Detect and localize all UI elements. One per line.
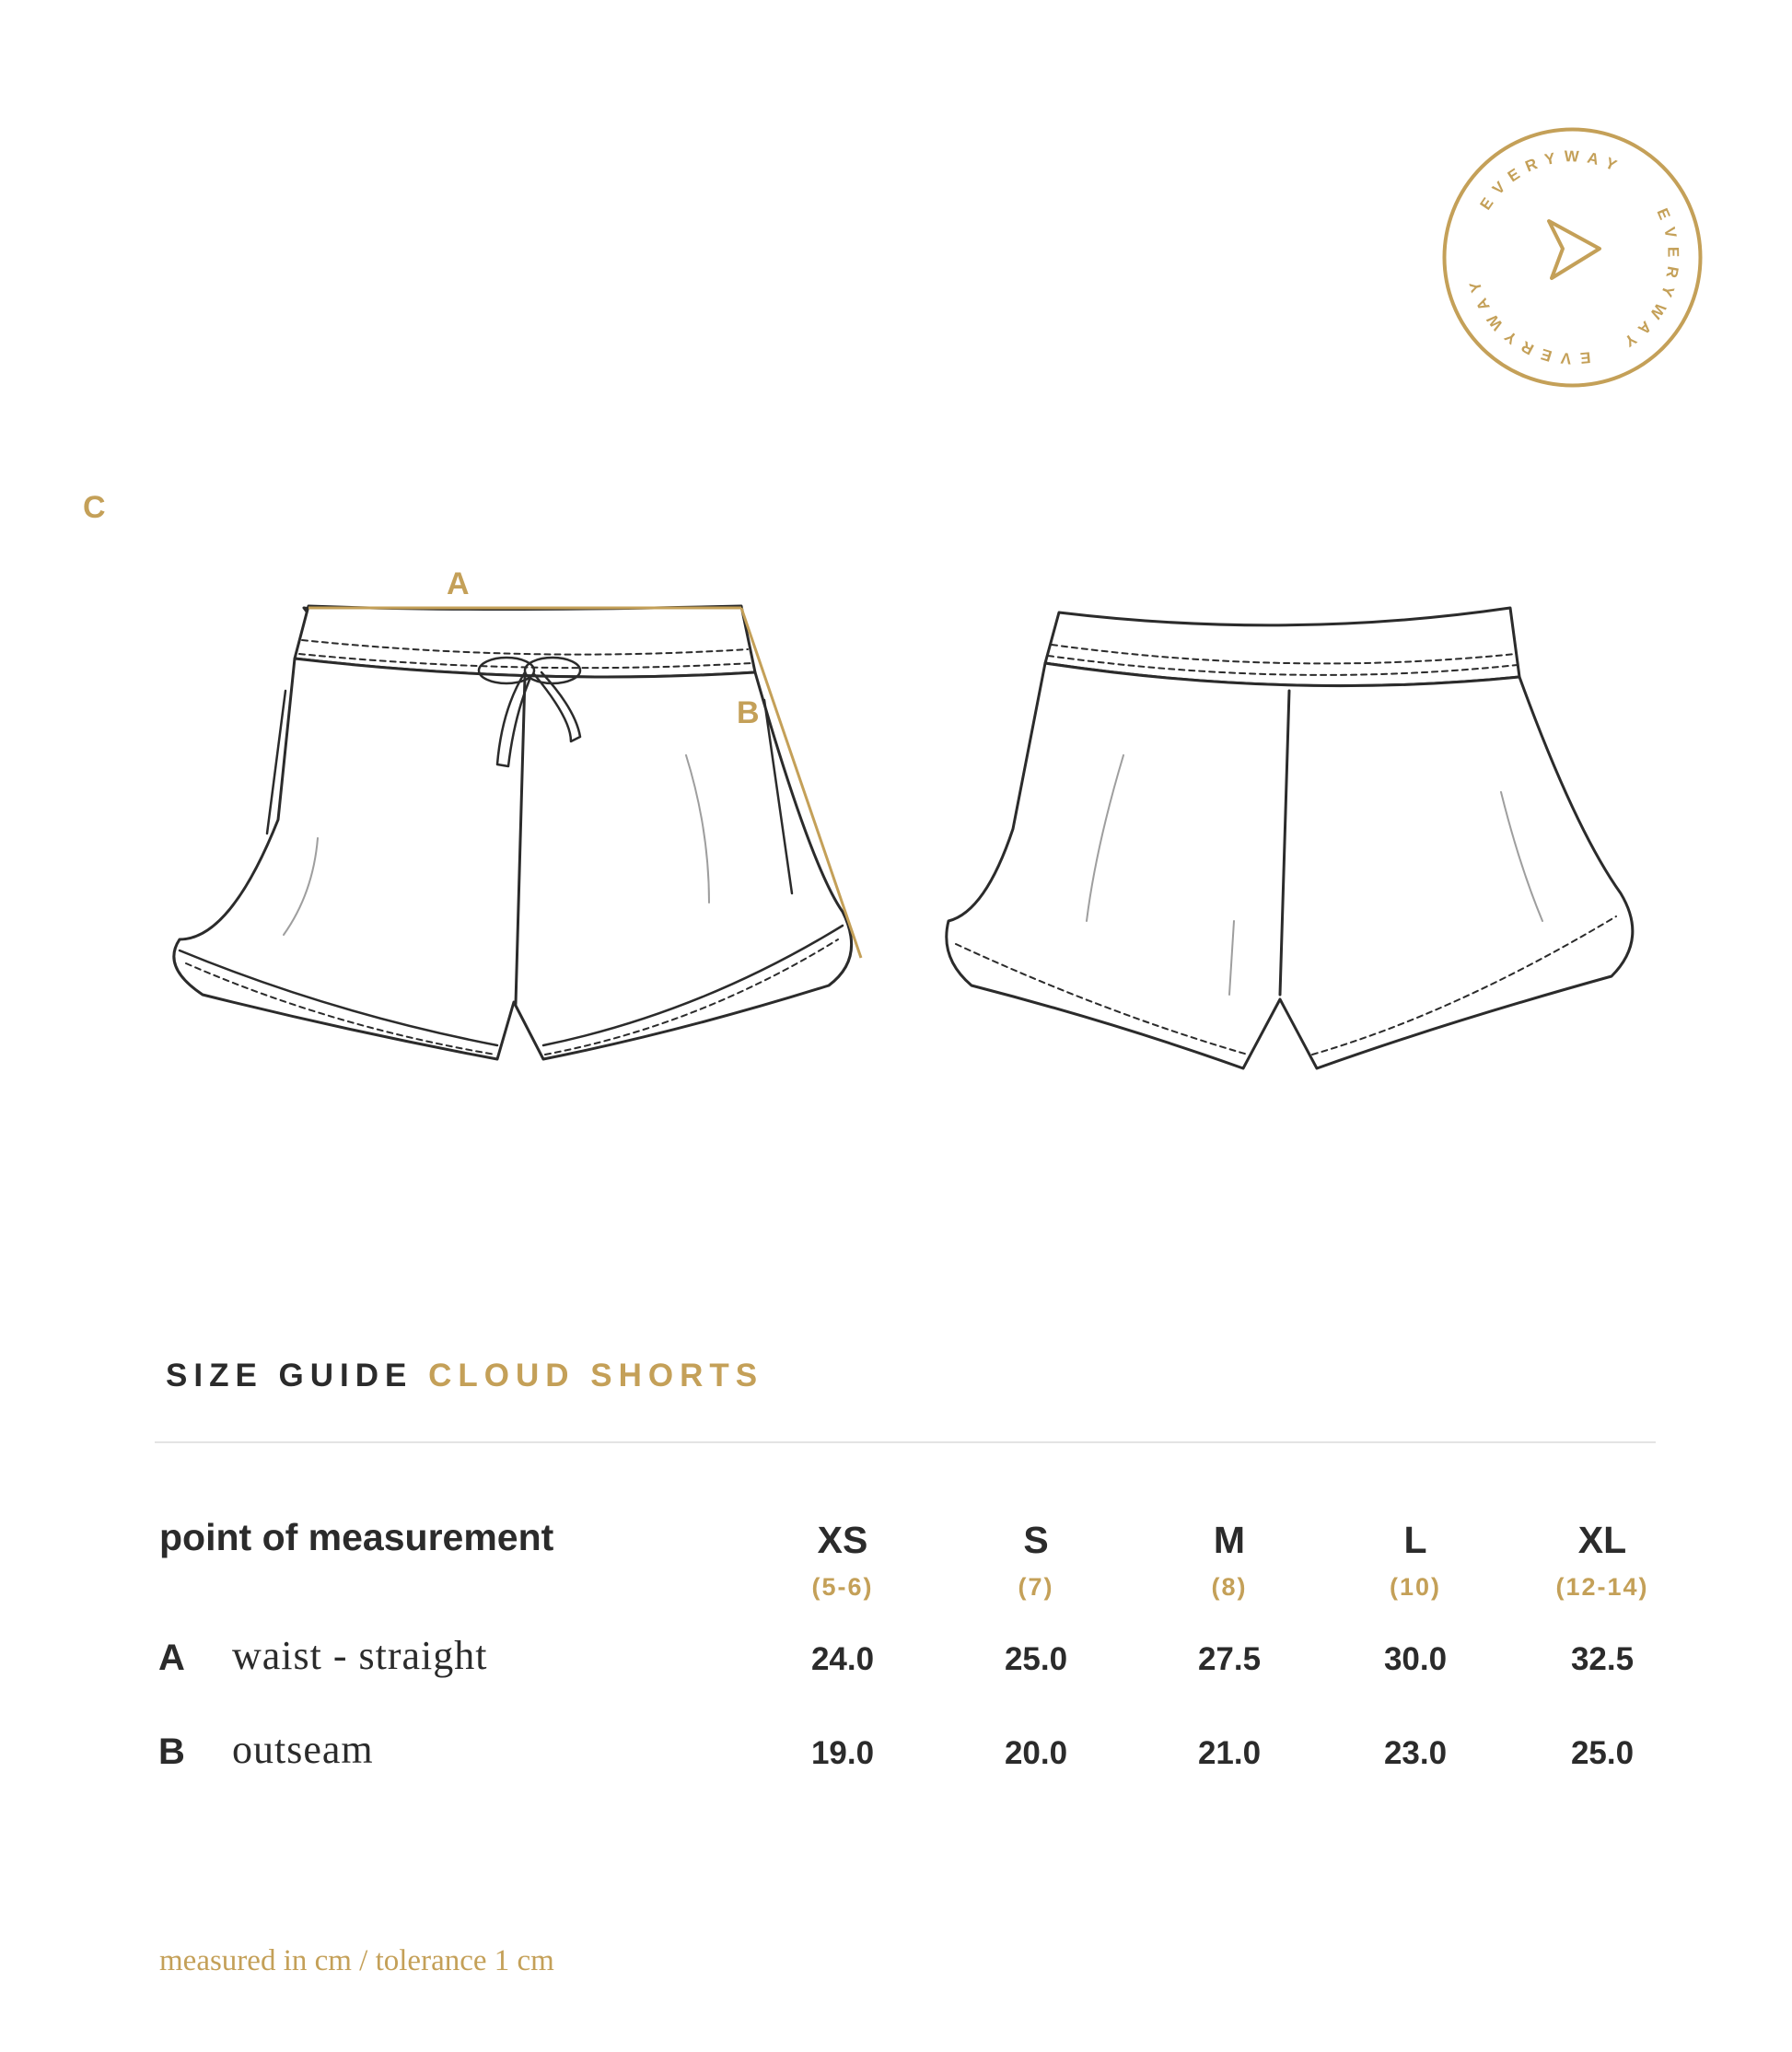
cell-value: 23.0 — [1383, 1735, 1448, 1771]
cell-value: 20.0 — [1004, 1735, 1068, 1771]
corner-letter: C — [83, 490, 106, 525]
size-column-s — [944, 1516, 1128, 1602]
everyway-logo — [1441, 126, 1704, 389]
size-range: (8) — [1211, 1573, 1248, 1601]
shorts-back-icon — [930, 589, 1667, 1087]
logo-ring-text-3: EVERYWAY — [1463, 272, 1592, 367]
row-code: A — [158, 1638, 185, 1678]
size-range: (5-6) — [811, 1573, 874, 1601]
size-label: S — [1023, 1519, 1049, 1561]
cell-value: 25.0 — [1004, 1641, 1068, 1677]
measurement-label-a: A — [447, 571, 470, 601]
size-label: M — [1213, 1519, 1246, 1561]
cell-value: 32.5 — [1570, 1641, 1635, 1677]
table-row — [0, 1727, 1792, 1787]
measurement-label-b: B — [737, 695, 760, 730]
size-range: (12-14) — [1555, 1573, 1649, 1601]
row-code: B — [158, 1731, 185, 1772]
heading-lead: SIZE GUIDE — [166, 1358, 413, 1393]
size-range: (10) — [1389, 1573, 1441, 1601]
cell-value: 24.0 — [810, 1641, 875, 1677]
size-label: XL — [1577, 1519, 1627, 1561]
cell-value: 27.5 — [1197, 1641, 1262, 1677]
logo-ring-text: EVERYWAY — [1476, 147, 1627, 214]
row-name: outseam — [232, 1727, 374, 1772]
shorts-front-icon — [166, 571, 884, 1087]
divider — [155, 1441, 1656, 1443]
size-column-l — [1323, 1516, 1507, 1602]
table-row — [0, 1633, 1792, 1693]
size-label: L — [1403, 1519, 1427, 1561]
logo-ring-text-2: EVERYWAY — [1614, 205, 1682, 356]
size-column-m — [1137, 1516, 1321, 1602]
cell-value: 19.0 — [810, 1735, 875, 1771]
footnote: measured in cm / tolerance 1 cm — [159, 1944, 554, 1977]
cell-value: 30.0 — [1383, 1641, 1448, 1677]
heading-product: CLOUD SHORTS — [428, 1358, 764, 1393]
size-column-xs — [751, 1516, 935, 1602]
column-header-point-of-measurement: point of measurement — [159, 1516, 554, 1558]
row-name: waist - straight — [232, 1633, 488, 1678]
size-label: XS — [817, 1519, 868, 1561]
size-column-xl — [1510, 1516, 1694, 1602]
cell-value: 25.0 — [1570, 1735, 1635, 1771]
size-range: (7) — [1018, 1573, 1054, 1601]
cell-value: 21.0 — [1197, 1735, 1262, 1771]
size-guide-heading — [166, 1358, 763, 1394]
logo-arrow-icon — [1549, 221, 1600, 278]
